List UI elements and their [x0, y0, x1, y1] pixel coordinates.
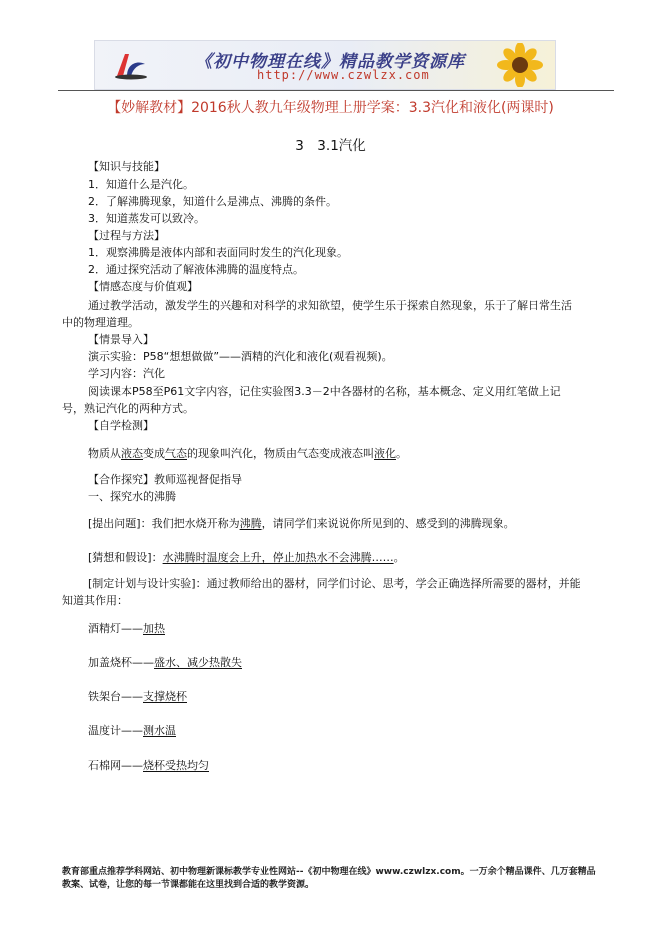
self-check-header: 【自学检测】	[88, 419, 154, 432]
answer-gas: 气态	[165, 447, 187, 460]
hypothesis-suffix: 。	[393, 551, 405, 564]
intro-content: 学习内容：汽化	[88, 367, 165, 380]
equipment-name: 酒精灯——	[88, 622, 143, 635]
equipment-name: 石棉网——	[88, 759, 143, 772]
equipment-item	[88, 690, 187, 704]
answer-liquid: 液态	[121, 447, 143, 460]
knowledge-item: 1．知道什么是汽化。	[88, 178, 194, 191]
equipment-use: 盛水、减少热散失	[154, 656, 242, 669]
answer-boiling: 沸腾	[239, 517, 262, 530]
answer-liquefaction: 液化	[374, 447, 396, 460]
equipment-use: 支撑烧杯	[143, 690, 187, 703]
intro-header: 【情景导入】	[88, 333, 154, 346]
footer-text: 教育部重点推荐学科网站、初中物理新课标教学专业性网站--《初中物理在线》www.czwlzx.com。一万余个精品课件、几万套精品教案、试卷，让您的每一节课都能在这里找到合适的教学资源。	[62, 867, 596, 890]
header-banner	[94, 40, 556, 90]
equipment-item	[88, 622, 165, 636]
equipment-item	[88, 656, 242, 670]
self-check-text: 变成	[143, 447, 165, 460]
question-prefix: [提出问题]：我们把水烧开称为	[88, 517, 240, 530]
banner-url[interactable]: http://www.czwlzx.com	[257, 68, 430, 82]
question-line	[88, 517, 515, 531]
process-item: 1．观察沸腾是液体内部和表面同时发生的汽化现象。	[88, 246, 348, 259]
equipment-name: 温度计——	[88, 724, 143, 737]
equipment-use: 测水温	[143, 724, 176, 737]
knowledge-item: 2．了解沸腾现象，知道什么是沸点、沸腾的条件。	[88, 195, 337, 208]
cooperation-subheading: 一、探究水的沸腾	[88, 490, 176, 503]
question-suffix: ，请同学们来说说你所见到的、感受到的沸腾现象。	[261, 517, 515, 530]
hypothesis-line	[88, 551, 405, 565]
self-check-sentence	[88, 447, 407, 461]
equipment-use: 加热	[143, 622, 165, 635]
equipment-item	[88, 759, 209, 773]
self-check-text: 物质从	[88, 447, 121, 460]
section-title: 3 3.1汽化	[295, 138, 366, 154]
sunflower-icon	[493, 43, 547, 87]
plan-text: [制定计划与设计实验]：通过教师给出的器材，同学们讨论、思考，学会正确选择所需要的器材，并能知道其作用：	[62, 577, 581, 607]
hypothesis-prefix: [猜想和假设]：	[88, 551, 163, 564]
knowledge-header: 【知识与技能】	[88, 160, 165, 173]
hypothesis-answer: 水沸腾时温度会上升，停止加热水不会沸腾……	[162, 551, 394, 564]
equipment-item	[88, 724, 176, 738]
self-check-text: 的现象叫汽化，物质由气态变成液态叫	[187, 447, 374, 460]
cooperation-header: 【合作探究】教师巡视督促指导	[88, 473, 242, 486]
intro-demo: 演示实验：P58“想想做做”——酒精的汽化和液化(观看视频)。	[88, 350, 393, 363]
attitude-header: 【情感态度与价值观】	[88, 280, 198, 293]
header-divider	[58, 90, 614, 91]
site-logo-icon	[113, 50, 149, 80]
equipment-use: 烧杯受热均匀	[143, 759, 209, 772]
equipment-name: 铁架台——	[88, 690, 143, 703]
banner-title: 《初中物理在线》精品教学资源库	[195, 52, 465, 72]
intro-reading: 阅读课本P58至P61文字内容，记住实验图3.3－2中各器材的名称，基本概念、定义用红笔做上记号，熟记汽化的两种方式。	[62, 385, 561, 415]
process-item: 2．通过探究活动了解液体沸腾的温度特点。	[88, 263, 304, 276]
attitude-text: 通过教学活动，激发学生的兴趣和对科学的求知欲望，使学生乐于探索自然现象，乐于了解日常生活中的物理道理。	[62, 299, 572, 329]
document-title: 【妙解教材】2016秋人教九年级物理上册学案：3.3汽化和液化(两课时)	[107, 100, 554, 116]
process-header: 【过程与方法】	[88, 229, 165, 242]
knowledge-item: 3．知道蒸发可以致冷。	[88, 212, 205, 225]
equipment-name: 加盖烧杯——	[88, 656, 154, 669]
self-check-text: 。	[396, 447, 407, 460]
